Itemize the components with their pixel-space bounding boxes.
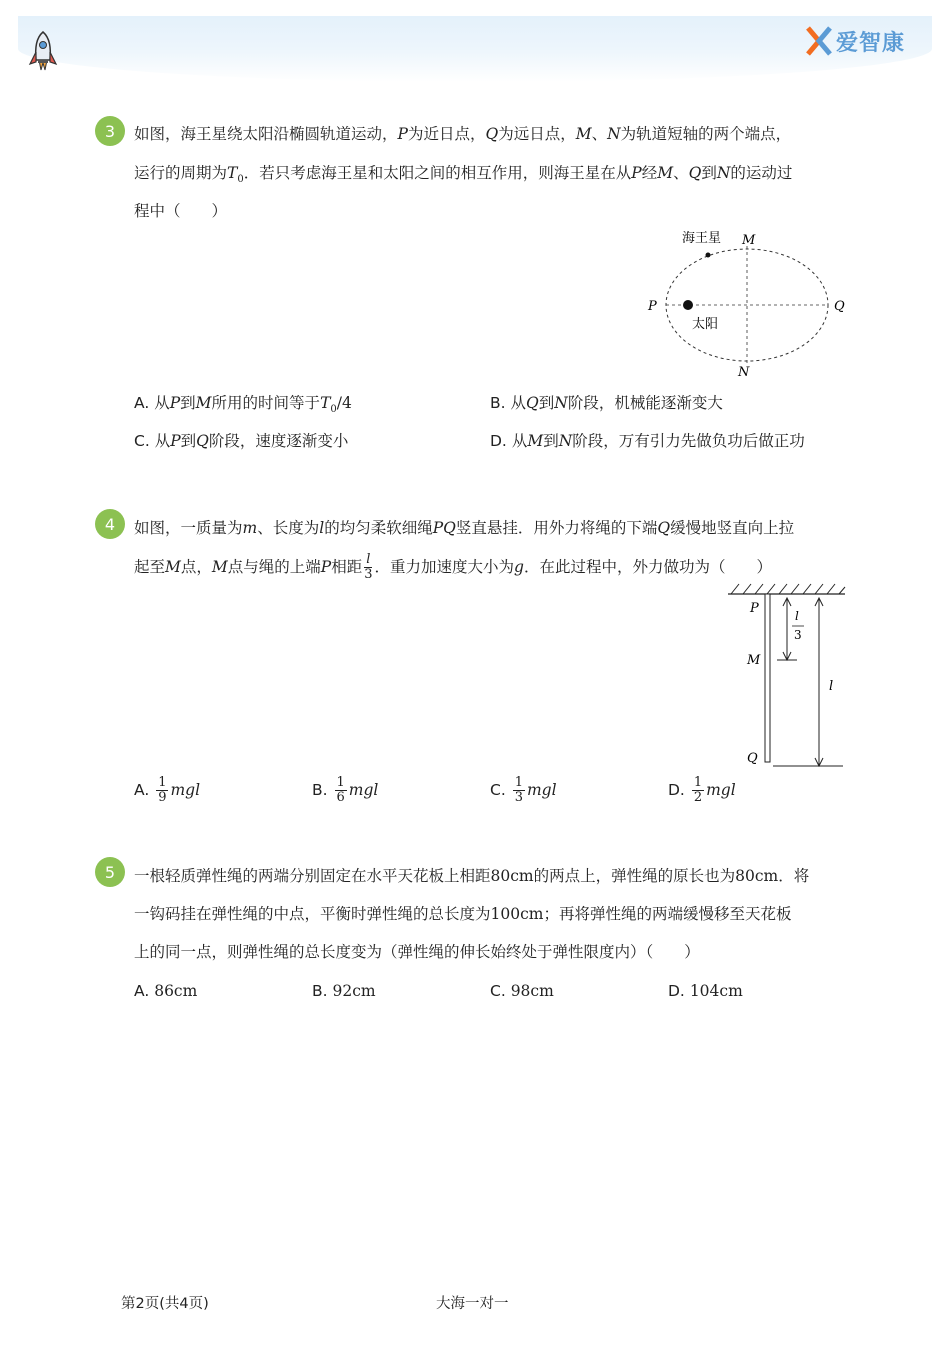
orbit-figure <box>630 222 860 382</box>
rope-length-label: l <box>829 679 834 694</box>
q5-option-d[interactable]: D. 104cm <box>668 982 743 1000</box>
fig-frac-num: l <box>795 609 799 623</box>
fig-frac-den: 3 <box>794 628 802 642</box>
point-Q: Q <box>834 299 845 314</box>
rope-label-P: P <box>750 601 759 616</box>
q5-line-2: 一钩码挂在弹性绳的中点，平衡时弹性绳的总长度为100cm；再将弹性绳的两端缓慢移至天花板 <box>134 905 792 923</box>
rocket-icon <box>28 30 58 74</box>
ceiling-hatch <box>731 584 845 594</box>
point-N: N <box>738 365 750 380</box>
planet-label: 海王星 <box>682 231 722 246</box>
q3-option-c[interactable]: C. 从P到Q阶段，速度逐渐变小 <box>134 432 349 450</box>
rope <box>765 594 770 762</box>
rope-figure <box>725 582 850 772</box>
q3-line-1: 如图，海王星绕太阳沿椭圆轨道运动，P为近日点，Q为远日点，M、N为轨道短轴的两个端点， <box>134 125 792 143</box>
brand-logo <box>806 24 905 58</box>
point-M: M <box>742 233 756 248</box>
header-band <box>18 16 932 82</box>
q4-option-b[interactable]: B. $\frac{1}{6}$ mgl <box>312 775 379 805</box>
logo-text: 爱智康 <box>836 30 906 56</box>
question-number-5: 5 <box>95 857 125 887</box>
q4-line-1: 如图，一质量为m、长度为l的均匀柔软细绳PQ竖直悬挂．用外力将绳的下端Q缓慢地竖直向上拉 <box>134 519 795 537</box>
q3-option-b[interactable]: B. 从Q到N阶段，机械能逐渐变大 <box>490 394 723 412</box>
q4-line-2: 起至M点，M点与绳的上端P相距 $\frac{l}{3}$ ．重力加速度大小为g．在此过程中，外力做功为（ ） <box>134 552 772 582</box>
sun-label: 太阳 <box>692 317 719 332</box>
rope-label-M: M <box>747 653 761 668</box>
page-number: 第2页(共4页) <box>121 1296 209 1312</box>
q5-option-c[interactable]: C. 98cm <box>490 982 554 1000</box>
q5-option-a[interactable]: A. 86cm <box>134 982 198 1000</box>
question-number-4: 4 <box>95 509 125 539</box>
question-number-3: 3 <box>95 116 125 146</box>
q4-option-c[interactable]: C. $\frac{1}{3}$ mgl <box>490 775 557 805</box>
q5-line-3: 上的同一点，则弹性绳的总长度变为（弹性绳的伸长始终处于弹性限度内）（ ） <box>134 943 700 961</box>
q3-line-2: 运行的周期为$T_0$．若只考虑海王星和太阳之间的相互作用，则海王星在从P经M、Q到N的运动过 <box>134 164 793 186</box>
q3-option-a[interactable]: A. 从P到M所用的时间等于$T_0/4$ <box>134 394 352 416</box>
q3-option-d[interactable]: D. 从M到N阶段，万有引力先做负功后做正功 <box>490 432 805 450</box>
sun-dot <box>683 300 693 310</box>
q5-option-b[interactable]: B. 92cm <box>312 982 376 1000</box>
rope-label-Q: Q <box>747 751 758 766</box>
q5-line-1: 一根轻质弹性绳的两端分别固定在水平天花板上相距80cm的两点上，弹性绳的原长也为80cm．将 <box>134 867 810 885</box>
q3-line-3: 程中（ ） <box>134 202 228 220</box>
q4-option-d[interactable]: D. $\frac{1}{2}$ mgl <box>668 775 736 805</box>
q4-option-a[interactable]: A. $\frac{1}{9}$ mgl <box>134 775 201 805</box>
fraction-l-over-3: $\frac{l}{3}$ <box>364 552 373 582</box>
planet-dot <box>706 253 711 258</box>
point-P: P <box>648 299 657 314</box>
footer-center: 大海一对一 <box>436 1296 509 1312</box>
logo-mark-icon <box>806 26 832 56</box>
